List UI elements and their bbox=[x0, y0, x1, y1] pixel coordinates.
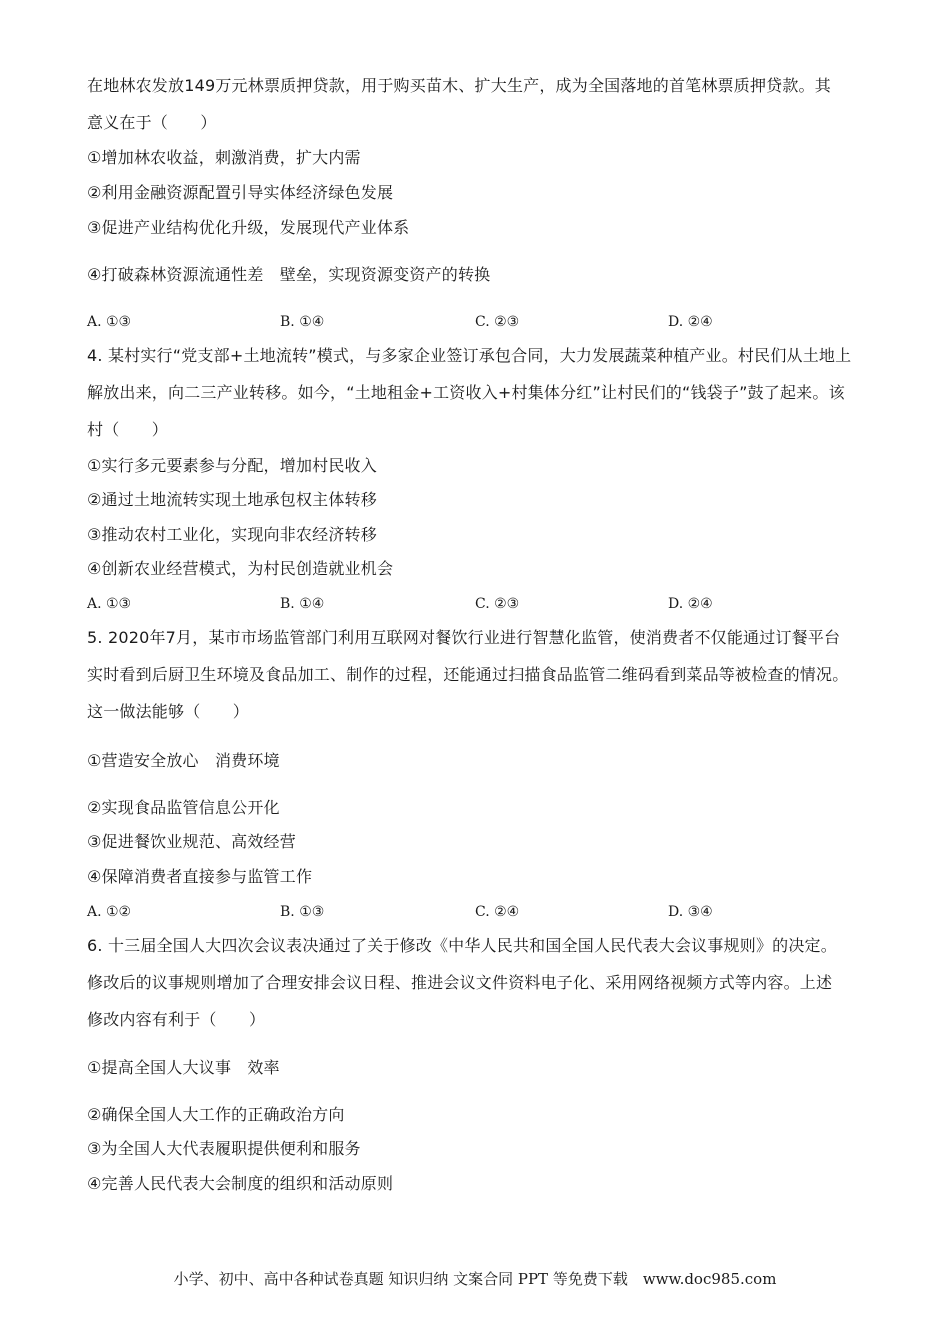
question-5-stem-line: 实时看到后厨卫生环境及食品加工、制作的过程，还能通过扫描食品监管二维码看到菜品等被检查的情况。 bbox=[87, 665, 849, 684]
question-5-item-4: ④保障消费者直接参与监管工作 bbox=[87, 867, 313, 886]
option-b: B. ①④ bbox=[280, 596, 325, 612]
question-4-stem-line: 村（ ） bbox=[87, 420, 169, 439]
question-3-stem-line: 意义在于（ ） bbox=[87, 113, 217, 132]
question-6-item-4: ④完善人民代表大会制度的组织和活动原则 bbox=[87, 1174, 394, 1193]
option-d: D. ②④ bbox=[668, 314, 713, 330]
question-4-stem-line: 解放出来，向二三产业转移。如今，“土地租金+工资收入+村集体分红”让村民们的“钱袋子”鼓了起来。该 bbox=[87, 383, 845, 402]
question-6-item-2: ②确保全国人大工作的正确政治方向 bbox=[87, 1105, 345, 1124]
page-footer: 小学、初中、高中各种试卷真题 知识归纳 文案合同 PPT 等免费下载 www.doc985.com bbox=[173, 1270, 777, 1288]
option-a: A. ①③ bbox=[87, 314, 132, 330]
question-5-item-1: ①营造安全放心 消费环境 bbox=[87, 751, 280, 770]
question-6-item-1: ①提高全国人大议事 效率 bbox=[87, 1058, 280, 1077]
question-4-stem-line: 4. 某村实行“党支部+土地流转”模式，与多家企业签订承包合同，大力发展蔬菜种植产业。村民们从土地上 bbox=[87, 346, 852, 365]
question-4-item-3: ③推动农村工业化，实现向非农经济转移 bbox=[87, 525, 377, 544]
option-b: B. ①③ bbox=[280, 904, 325, 920]
option-c: C. ②③ bbox=[475, 314, 520, 330]
question-6-stem-line: 修改内容有利于（ ） bbox=[87, 1010, 266, 1029]
question-5-item-2: ②实现食品监管信息公开化 bbox=[87, 798, 280, 817]
question-3-stem-line: 在地林农发放149万元林票质押贷款，用于购买苗木、扩大生产，成为全国落地的首笔林票质押贷款。其 bbox=[87, 76, 831, 95]
question-3-item-4: ④打破森林资源流通性差 壁垒，实现资源变资产的转换 bbox=[87, 265, 491, 284]
option-b: B. ①④ bbox=[280, 314, 325, 330]
option-c: C. ②④ bbox=[475, 904, 520, 920]
question-4-item-1: ①实行多元要素参与分配，增加村民收入 bbox=[87, 456, 377, 475]
question-4-item-4: ④创新农业经营模式，为村民创造就业机会 bbox=[87, 559, 394, 578]
option-a: A. ①② bbox=[87, 904, 132, 920]
question-6-stem-line: 6. 十三届全国人大四次会议表决通过了关于修改《中华人民共和国全国人民代表大会议事规则》的决定。 bbox=[87, 936, 837, 955]
question-3-item-2: ②利用金融资源配置引导实体经济绿色发展 bbox=[87, 183, 394, 202]
question-6-item-3: ③为全国人大代表履职提供便利和服务 bbox=[87, 1139, 361, 1158]
question-3-item-3: ③促进产业结构优化升级，发展现代产业体系 bbox=[87, 218, 410, 237]
question-4-item-2: ②通过土地流转实现土地承包权主体转移 bbox=[87, 490, 377, 509]
question-5-stem-line: 5. 2020年7月，某市市场监管部门利用互联网对餐饮行业进行智慧化监管，使消费者不仅能通过订餐平台 bbox=[87, 628, 841, 647]
question-5-item-3: ③促进餐饮业规范、高效经营 bbox=[87, 832, 296, 851]
option-c: C. ②③ bbox=[475, 596, 520, 612]
question-6-stem-line: 修改后的议事规则增加了合理安排会议日程、推进会议文件资料电子化、采用网络视频方式等内容。上述 bbox=[87, 973, 833, 992]
question-5-stem-line: 这一做法能够（ ） bbox=[87, 702, 250, 721]
option-d: D. ③④ bbox=[668, 904, 713, 920]
option-d: D. ②④ bbox=[668, 596, 713, 612]
question-3-item-1: ①增加林农收益，刺激消费，扩大内需 bbox=[87, 148, 361, 167]
option-a: A. ①③ bbox=[87, 596, 132, 612]
